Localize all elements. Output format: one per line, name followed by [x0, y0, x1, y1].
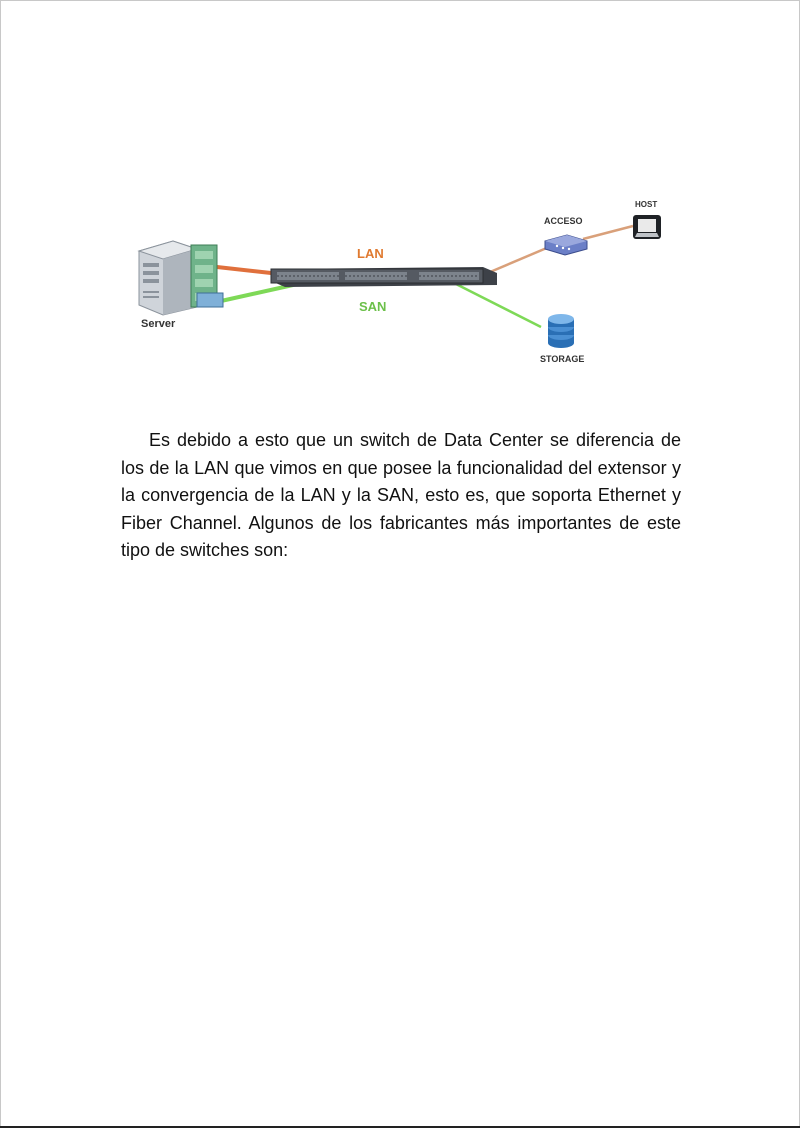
storage-label: STORAGE — [540, 354, 585, 364]
host-laptop-icon — [633, 215, 661, 239]
host-link — [583, 226, 633, 239]
lan-label: LAN — [357, 246, 384, 261]
switch-icon — [271, 267, 497, 287]
server-label: Server — [141, 318, 176, 330]
network-diagram — [121, 189, 681, 369]
acceso-link — [483, 247, 549, 275]
access-switch-icon — [545, 235, 587, 255]
host-label: HOST — [635, 200, 658, 209]
storage-link — [456, 284, 541, 327]
lan-link — [217, 267, 271, 273]
acceso-label: ACCESO — [544, 216, 583, 226]
server-icon — [139, 241, 223, 315]
san-label: SAN — [359, 299, 387, 314]
body-paragraph: Es debido a esto que un switch de Data Center se diferencia de los de la LAN que vimos en que posee la funcionalidad del extensor y la convergencia de la LAN y la SAN, esto es, que soporta Ethernet y Fiber Channel. Algunos de los fabricantes más importantes de este tipo de switches son: — [121, 430, 681, 561]
storage-icon — [548, 314, 574, 348]
